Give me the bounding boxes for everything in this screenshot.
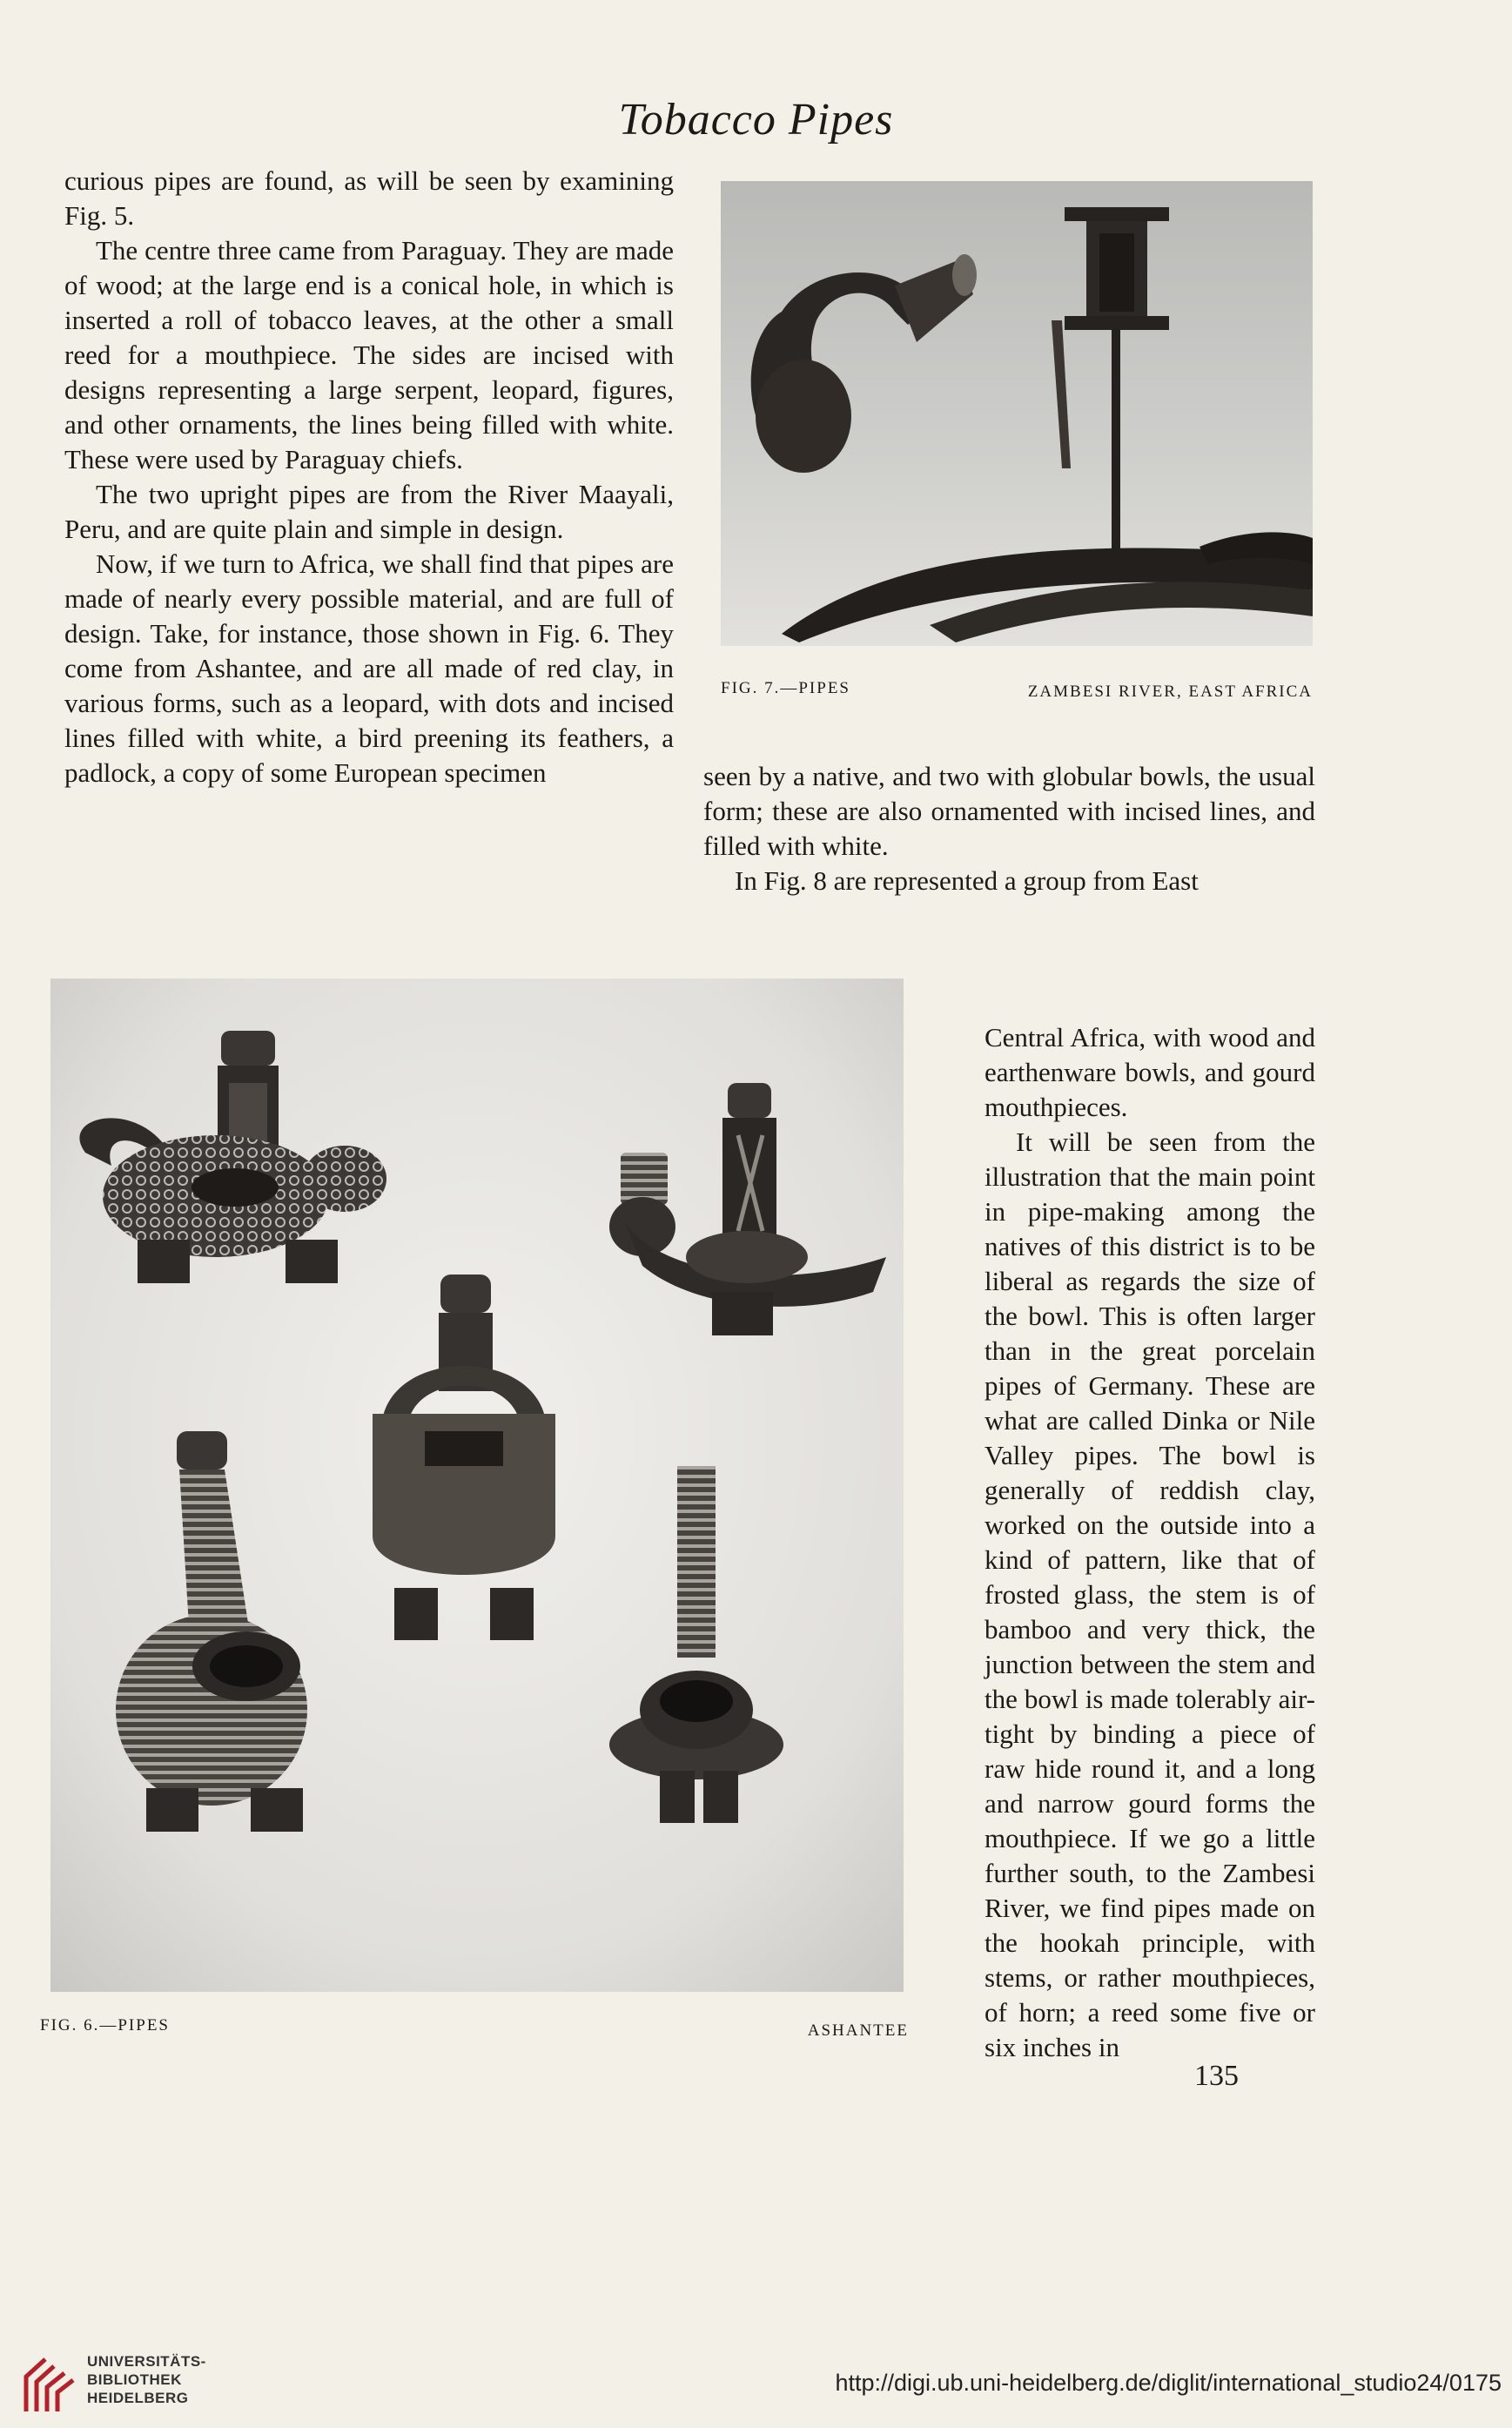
source-url[interactable]: http://digi.ub.uni-heidelberg.de/diglit/international_studio24/0175 <box>835 2370 1502 2396</box>
library-name <box>87 2352 206 2407</box>
paragraph: seen by a native, and two with globular bowls, the usual form; these are also ornamented with incised lines, and filled with white. <box>703 761 1315 861</box>
library-name-line: BIBLIOTHEK <box>87 2371 182 2388</box>
library-name-line: UNIVERSITÄTS- <box>87 2353 206 2370</box>
paragraph: Now, if we turn to Africa, we shall find that pipes are made of nearly every possible material, and are full of design. Take, for instance, those shown in Fig. 6. They come from Ashantee, and are all made of red clay, in various forms, such as a leopard, with dots and incised lines filled with white, a bird preening its feathers, a padlock, a copy of some European specimen <box>64 548 674 788</box>
fig6-caption-left: FIG. 6.—PIPES <box>40 2016 170 2035</box>
paragraph: In Fig. 8 are represented a group from East <box>735 865 1199 896</box>
fig7-caption-left: FIG. 7.—PIPES <box>721 679 850 697</box>
fig7-caption-right: ZAMBESI RIVER, EAST AFRICA <box>1027 683 1313 701</box>
paragraph: curious pipes are found, as will be seen by examining Fig. 5. <box>64 165 674 231</box>
paragraph: Central Africa, with wood and earthenware bowls, and gourd mouthpieces. <box>984 1022 1315 1122</box>
right-column <box>703 759 1315 898</box>
fig6-photo <box>50 979 904 1992</box>
paragraph: The centre three came from Paraguay. They are made of wood; at the large end is a conical hole, in which is inserted a roll of tobacco leaves, at the other a small reed for a mouthpiece. The sides are incised with designs representing a large serpent, leopard, figures, and other ornaments, the lines being filled with white. These were used by Paraguay chiefs. <box>64 235 674 474</box>
library-logo-icon <box>19 2351 80 2417</box>
fig7-photo <box>721 181 1313 646</box>
page-number: 135 <box>1194 2060 1239 2092</box>
left-column <box>64 164 674 790</box>
paragraph: The two upright pipes are from the River Maayali, Peru, and are quite plain and simple in design. <box>64 479 674 544</box>
right-column-narrow <box>984 1020 1315 2065</box>
library-name-line: HEIDELBERG <box>87 2390 189 2406</box>
paragraph: It will be seen from the illustration that the main point in pipe-making among the natives of this district is to be liberal as regards the size of the bowl. This is often larger than in the great porcelain pipes of Germany. These are what are called Dinka or Nile Valley pipes. The bowl is generally of reddish clay, worked on the outside into a kind of pattern, like that of frosted glass, the stem is of bamboo and very thick, the junction between the stem and the bowl is made tolerably air-tight by binding a piece of raw hide round it, and a long and narrow gourd forms the mouthpiece. If we go a little further south, to the Zambesi River, we find pipes made on the hookah principle, with stems, or rather mouthpieces, of horn; a reed some five or six inches in <box>984 1127 1315 2062</box>
fig6-caption-right: ASHANTEE <box>807 2021 909 2040</box>
page-title: Tobacco Pipes <box>618 95 894 145</box>
